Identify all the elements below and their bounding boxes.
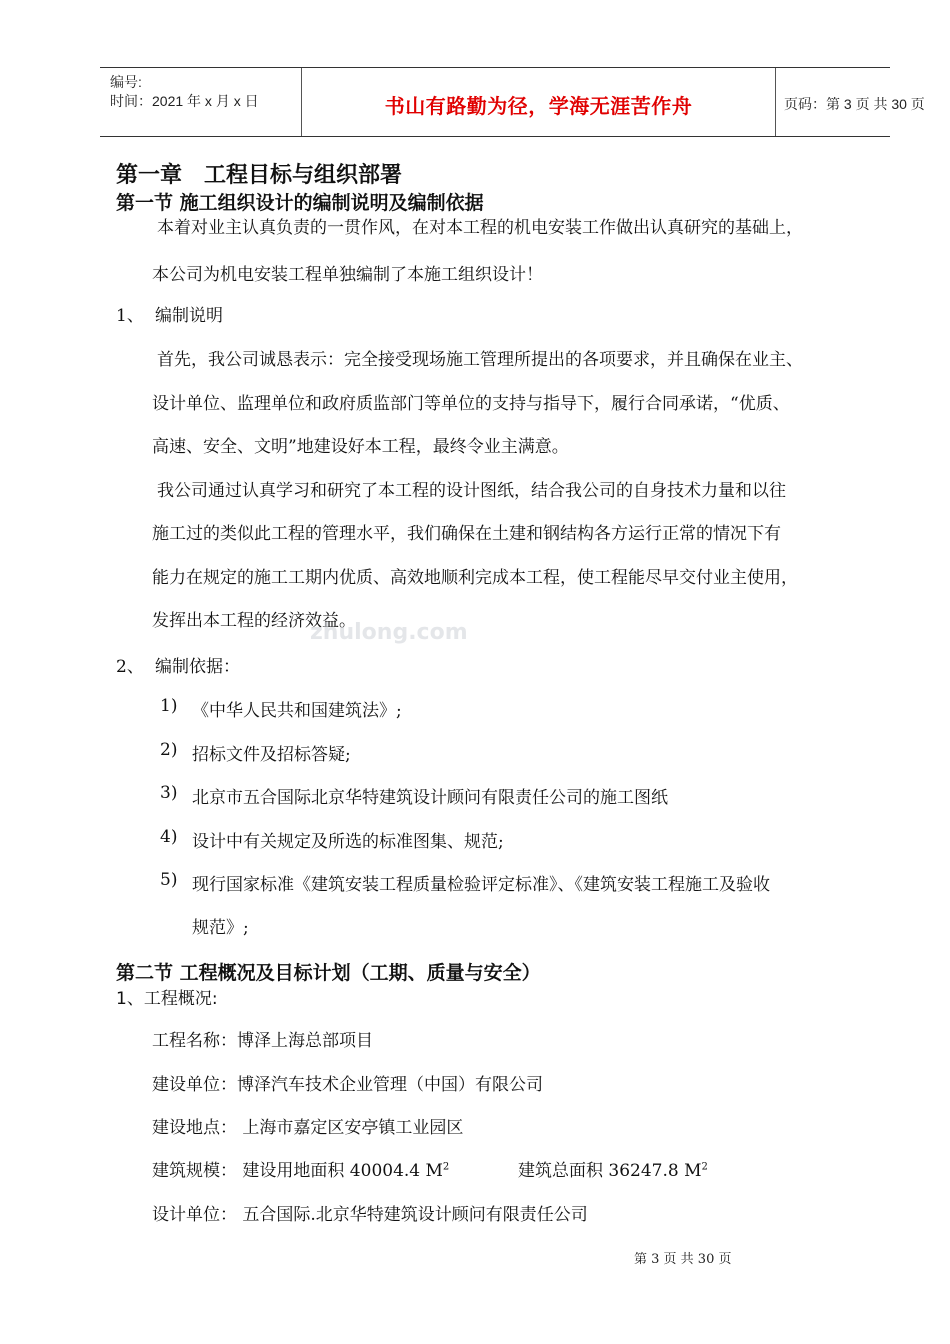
land-area-unit-sup: 2: [442, 1161, 450, 1173]
basis-3-number: 3): [160, 783, 178, 803]
para1-line-2: 设计单位、监理单位和政府质监部门等单位的支持与指导下，履行合同承诺，“优质、: [152, 394, 790, 414]
basis-1-number: 1): [160, 696, 178, 716]
item1-title: 编制说明: [155, 306, 223, 326]
para1-line-1: 首先，我公司诚恳表示：完全接受现场施工管理所提出的各项要求，并且确保在业主、: [157, 350, 803, 370]
basis-1-text: 《中华人民共和国建筑法》;: [192, 701, 402, 721]
para2-line-3: 能力在规定的施工工期内优质、高效地顺利完成本工程，使工程能尽早交付业主使用，: [152, 568, 798, 588]
chapter-title: 第一章 工程目标与组织部署: [116, 163, 403, 188]
basis-2-text: 招标文件及招标答疑;: [192, 745, 351, 765]
para2-line-1: 我公司通过认真学习和研究了本工程的设计图纸，结合我公司的自身技术力量和以往: [157, 481, 786, 501]
page-footer: 第 3 页 共 30 页: [634, 1252, 732, 1267]
project-location: 建设地点： 上海市嘉定区安亭镇工业园区: [152, 1118, 464, 1138]
basis-4-number: 4): [160, 827, 178, 847]
project-scale: [152, 1156, 449, 1181]
basis-5-number: 5): [160, 870, 178, 890]
basis-5-continuation: 规范》;: [192, 918, 249, 938]
project-owner: 建设单位：博泽汽车技术企业管理（中国）有限公司: [152, 1075, 543, 1095]
para2-line-2: 施工过的类似此工程的管理水平，我们确保在土建和钢结构各方运行正常的情况下有: [152, 524, 781, 544]
land-area-text: 建筑规模： 建设用地面积 40004.4 M: [152, 1161, 443, 1181]
item2-number: 2、: [116, 657, 144, 677]
item2-title: 编制依据：: [155, 657, 240, 677]
section2-subheading: 1、工程概况:: [116, 989, 218, 1009]
number-label: 编号:: [110, 74, 142, 90]
header-motto-cell: [301, 68, 776, 136]
building-area-text: 建筑总面积 36247.8 M: [518, 1161, 702, 1181]
section2-title: 第二节 工程概况及目标计划（工期、质量与安全）: [116, 962, 541, 984]
para1-line-3: 高速、安全、文明”地建设好本工程，最终令业主满意。: [152, 437, 569, 457]
basis-4-text: 设计中有关规定及所选的标准图集、规范;: [192, 832, 504, 852]
page-info: 页码：第 3 页 共 30 页: [784, 96, 925, 112]
item1-number: 1、: [116, 306, 144, 326]
basis-2-number: 2): [160, 740, 178, 760]
header-right-cell: [776, 68, 925, 136]
project-building-area: [518, 1156, 708, 1181]
para2-line-4: 发挥出本工程的经济效益。: [152, 611, 356, 631]
project-name: 工程名称：博泽上海总部项目: [152, 1031, 373, 1051]
section1-title: 第一节 施工组织设计的编制说明及编制依据: [116, 192, 484, 214]
header-left-cell: [100, 68, 300, 136]
watermark: zhulong.com: [310, 620, 468, 645]
motto-text: 书山有路勤为径，学海无涯苦作舟: [384, 94, 693, 118]
page-header: [100, 67, 925, 137]
intro-line-1: 本着对业主认真负责的一贯作风，在对本工程的机电安装工作做出认真研究的基础上，: [157, 218, 803, 238]
basis-5-text: 现行国家标准《建筑安装工程质量检验评定标准》、《建筑安装工程施工及验收: [192, 875, 770, 895]
time-label: 时间：2021 年 x 月 x 日: [110, 93, 259, 109]
intro-line-2: 本公司为机电安装工程单独编制了本施工组织设计！: [152, 265, 543, 285]
building-area-unit-sup: 2: [701, 1161, 708, 1173]
basis-3-text: 北京市五合国际北京华特建筑设计顾问有限责任公司的施工图纸: [192, 788, 668, 808]
project-designer: 设计单位： 五合国际.北京华特建筑设计顾问有限责任公司: [152, 1205, 588, 1225]
